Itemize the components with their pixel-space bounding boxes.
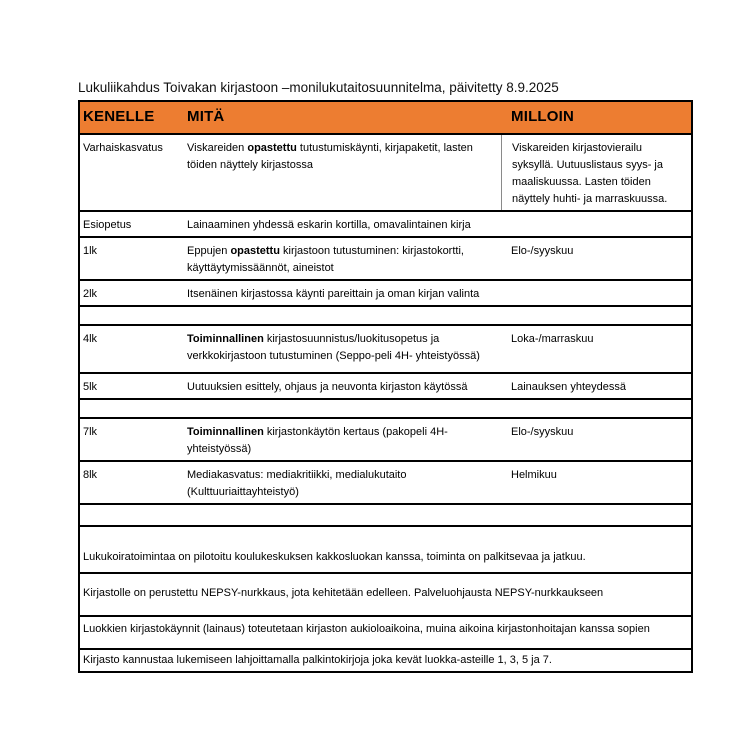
mita-text: Eppujen bbox=[187, 245, 231, 257]
cell-milloin: Loka-/marraskuu bbox=[511, 333, 594, 345]
mita-text: Lainaaminen yhdessä eskarin kortilla, omavalintainen kirja bbox=[187, 219, 471, 231]
cell-mita bbox=[185, 212, 501, 236]
table-row-5lk bbox=[80, 372, 691, 398]
mita-bold-text: opastettu bbox=[230, 245, 280, 257]
cell-kenelle: 7lk bbox=[83, 426, 98, 438]
header-kenelle: KENELLE bbox=[83, 108, 155, 125]
cell-mita bbox=[185, 326, 501, 372]
cell-mita bbox=[185, 281, 501, 305]
note-row-lukukoira bbox=[80, 525, 691, 572]
cell-milloin: Elo-/syyskuu bbox=[511, 245, 574, 257]
mita-text: kirjastonkäytön kertaus (pakopeli 4H- yhteistyössä) bbox=[187, 426, 448, 455]
mita-bold-text: Toiminnallinen bbox=[187, 333, 264, 345]
cell-mita bbox=[185, 374, 501, 398]
cell-kenelle: 5lk bbox=[83, 381, 98, 393]
cell-kenelle: 1lk bbox=[83, 245, 98, 257]
empty-cell bbox=[80, 505, 691, 525]
cell-kenelle: 8lk bbox=[83, 469, 98, 481]
table-row-4lk bbox=[80, 324, 691, 372]
header-mita: MITÄ bbox=[187, 108, 225, 125]
cell-mita bbox=[185, 419, 501, 460]
table-header-row bbox=[80, 102, 691, 133]
cell-kenelle: Varhaiskasvatus bbox=[83, 142, 163, 154]
spacer-row bbox=[80, 305, 691, 324]
cell-milloin: Viskareiden kirjastovierailu syksyllä. Uutuuslistaus syys- ja maaliskuussa. Lasten töiden näyttely huhti- ja marraskuussa. bbox=[501, 135, 691, 210]
mita-text: kirjastosuunnistus/luokitusopetus ja verkkokirjastoon tutustuminen (Seppo-peli 4H- yhteistyössä) bbox=[187, 333, 480, 362]
mita-text: kirjastoon tutustuminen: kirjastokortti, käyttäytymissäännöt, aineistot bbox=[187, 245, 464, 274]
cell-milloin bbox=[501, 281, 691, 305]
cell-milloin: Elo-/syyskuu bbox=[511, 426, 574, 438]
document-title: Lukuliikahdus Toivakan kirjastoon –monilukutaitosuunnitelma, päivitetty 8.9.2025 bbox=[78, 80, 559, 95]
reading-plan-table bbox=[78, 100, 693, 673]
table-row-8lk bbox=[80, 460, 691, 503]
note-row-kirjastokaynnit bbox=[80, 615, 691, 648]
table-row-7lk bbox=[80, 417, 691, 460]
mita-bold-text: opastettu bbox=[247, 142, 297, 154]
mita-bold-text: Toiminnallinen bbox=[187, 426, 264, 438]
note-row-nepsy bbox=[80, 572, 691, 615]
cell-milloin: Helmikuu bbox=[511, 469, 557, 481]
mita-text: tutustumiskäynti, kirjapaketit, lasten töiden näyttely kirjastossa bbox=[187, 142, 473, 171]
mita-text: Mediakasvatus: mediakritiikki, medialukutaito (Kulttuuriaittayhteistyö) bbox=[187, 469, 407, 498]
spacer-row bbox=[80, 398, 691, 417]
cell-mita bbox=[185, 462, 501, 503]
cell-milloin bbox=[501, 212, 691, 236]
table-row-varhaiskasvatus bbox=[80, 133, 691, 210]
table-row-1lk bbox=[80, 236, 691, 279]
mita-text: Itsenäinen kirjastossa käynti pareittain ja oman kirjan valinta bbox=[187, 288, 480, 300]
note-text: Lukukoiratoimintaa on pilotoitu koulukeskuksen kakkosluokan kanssa, toiminta on palkitsevaa ja jatkuu. bbox=[83, 551, 586, 563]
note-row-palkintokirjat bbox=[80, 648, 691, 671]
note-text: Kirjasto kannustaa lukemiseen lahjoittamalla palkintokirjoja joka kevät luokka-asteille 1, 3, 5 ja 7. bbox=[83, 654, 552, 666]
cell-kenelle: Esiopetus bbox=[83, 219, 132, 231]
mita-text: Viskareiden bbox=[187, 142, 248, 154]
empty-cell bbox=[80, 307, 691, 324]
cell-milloin: Lainauksen yhteydessä bbox=[511, 381, 626, 393]
spacer-row bbox=[80, 503, 691, 525]
cell-kenelle: 2lk bbox=[83, 288, 98, 300]
mita-text: Uutuuksien esittely, ohjaus ja neuvonta kirjaston käytössä bbox=[187, 381, 468, 393]
table-row-esiopetus bbox=[80, 210, 691, 236]
note-text: Luokkien kirjastokäynnit (lainaus) toteutetaan kirjaston aukioloaikoina, muina aikoina kirjastonhoitajan kanssa sopien bbox=[83, 623, 650, 635]
cell-kenelle: 4lk bbox=[83, 333, 98, 345]
header-milloin: MILLOIN bbox=[511, 108, 575, 125]
note-text: Kirjastolle on perustettu NEPSY-nurkkaus, jota kehitetään edelleen. Palveluohjausta NEPSY-nurkkaukseen bbox=[83, 587, 604, 599]
empty-cell bbox=[80, 400, 691, 417]
cell-mita bbox=[185, 135, 501, 210]
cell-mita bbox=[185, 238, 501, 279]
table-row-2lk bbox=[80, 279, 691, 305]
